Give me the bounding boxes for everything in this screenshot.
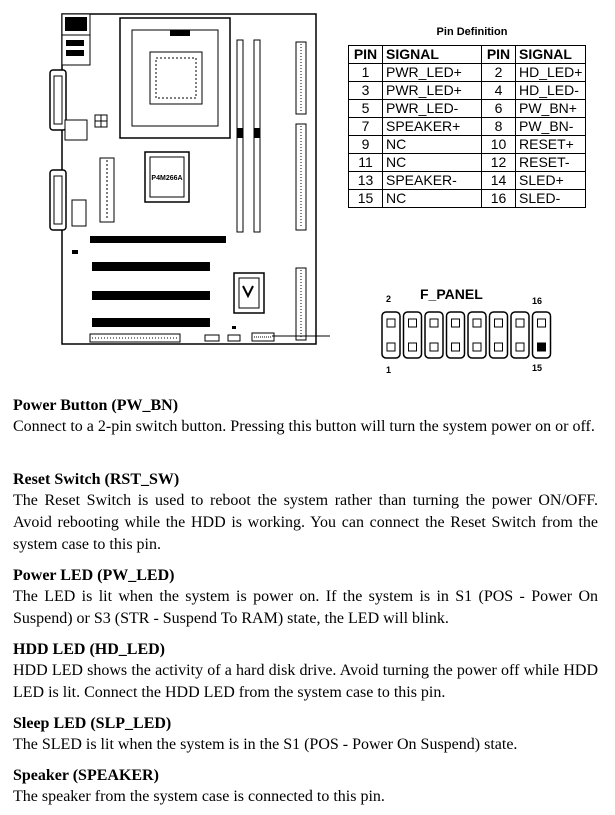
pin-number: 9: [349, 136, 383, 154]
section-reset-switch: [13, 470, 598, 556]
pin-number: 16: [482, 190, 516, 208]
table-row: [349, 136, 586, 154]
pin-number: 7: [349, 118, 383, 136]
table-row: [349, 118, 586, 136]
header-pin: [495, 319, 503, 327]
signal-name: PWR_LED+: [383, 64, 482, 82]
header-pin: [538, 343, 546, 351]
section-power-led: [13, 566, 598, 630]
signal-name: HD_LED+: [516, 64, 586, 82]
column-header-pin: PIN: [482, 46, 516, 64]
f-panel-title: F_PANEL: [420, 286, 483, 302]
signal-name: NC: [383, 154, 482, 172]
table-row: [349, 172, 586, 190]
f-panel-pin-16-label: 16: [532, 296, 543, 306]
pin-number: 10: [482, 136, 516, 154]
signal-name: NC: [383, 136, 482, 154]
pin-number: 15: [349, 190, 383, 208]
section-heading: Speaker (SPEAKER): [13, 767, 159, 784]
section-heading: HDD LED (HD_LED): [13, 641, 166, 658]
section-heading: Power Button (PW_BN): [13, 397, 179, 414]
header-pin: [473, 319, 481, 327]
header-pin: [409, 343, 417, 351]
motherboard-diagram: [0, 0, 330, 380]
signal-name: RESET+: [516, 136, 586, 154]
header-pin: [538, 319, 546, 327]
header-pin: [516, 319, 524, 327]
pin-number: 5: [349, 100, 383, 118]
pin-number: 2: [482, 64, 516, 82]
pin-number: 12: [482, 154, 516, 172]
section-power-button: [13, 396, 598, 438]
column-header-pin: PIN: [349, 46, 383, 64]
table-row: [349, 100, 586, 118]
header-pin: [452, 343, 460, 351]
header-pin: [387, 319, 395, 327]
header-pin: [452, 319, 460, 327]
pin-number: 1: [349, 64, 383, 82]
table-row: [349, 190, 586, 208]
section-body: HDD LED shows the activity of a hard disk drive. Avoid turning the power off while HDD LED is lit. Connect the HDD LED from the system case to this pin.: [13, 662, 598, 701]
f-panel-connector: [380, 310, 556, 360]
section-heading: Power LED (PW_LED): [13, 567, 175, 584]
pin-number: 8: [482, 118, 516, 136]
signal-name: SLED+: [516, 172, 586, 190]
pin-definition-title: Pin Definition: [436, 26, 508, 38]
section-body: The speaker from the system case is connected to this pin.: [13, 788, 385, 805]
header-pin: [516, 343, 524, 351]
header-pin: [495, 343, 503, 351]
header-pin: [387, 343, 395, 351]
column-header-signal: SIGNAL: [516, 46, 586, 64]
section-body: The LED is lit when the system is power on. If the system is in S1 (POS - Power On Suspend) or S3 (STR - Suspend To RAM) state, the LED will blink.: [13, 588, 598, 627]
section-sleep-led: [13, 714, 598, 756]
pin-number: 4: [482, 82, 516, 100]
signal-name: PW_BN-: [516, 118, 586, 136]
pin-number: 3: [349, 82, 383, 100]
section-hdd-led: [13, 640, 598, 704]
pin-number: 6: [482, 100, 516, 118]
header-pin: [430, 319, 438, 327]
header-pin: [409, 319, 417, 327]
pin-number: 11: [349, 154, 383, 172]
table-row: [349, 154, 586, 172]
signal-name: PWR_LED+: [383, 82, 482, 100]
section-body: The Reset Switch is used to reboot the system rather than turning the power ON/OFF. Avoid rebooting while the HDD is working. You can connect the Reset Switch from the system case to this pin.: [13, 492, 598, 553]
chip-label: P4M266A: [151, 175, 183, 182]
signal-name: PWR_LED-: [383, 100, 482, 118]
section-speaker: [13, 766, 598, 808]
header-pin: [473, 343, 481, 351]
pin-number: 14: [482, 172, 516, 190]
table-header-row: [349, 46, 586, 64]
signal-name: RESET-: [516, 154, 586, 172]
column-header-signal: SIGNAL: [383, 46, 482, 64]
signal-name: SPEAKER-: [383, 172, 482, 190]
table-row: [349, 64, 586, 82]
signal-name: HD_LED-: [516, 82, 586, 100]
signal-name: PW_BN+: [516, 100, 586, 118]
f-panel-pin-2-label: 2: [386, 294, 392, 304]
f-panel-pin-15-label: 15: [532, 363, 543, 373]
section-heading: Sleep LED (SLP_LED): [13, 715, 172, 732]
signal-name: SLED-: [516, 190, 586, 208]
signal-name: SPEAKER+: [383, 118, 482, 136]
signal-name: NC: [383, 190, 482, 208]
f-panel-pin-1-label: 1: [386, 365, 392, 375]
section-heading: Reset Switch (RST_SW): [13, 471, 180, 488]
header-pin: [430, 343, 438, 351]
table-row: [349, 82, 586, 100]
pin-number: 13: [349, 172, 383, 190]
pin-definition-table: [348, 45, 586, 208]
section-body: Connect to a 2-pin switch button. Pressing this button will turn the system power on or off.: [13, 418, 595, 435]
section-body: The SLED is lit when the system is in the S1 (POS - Power On Suspend) state.: [13, 736, 518, 753]
